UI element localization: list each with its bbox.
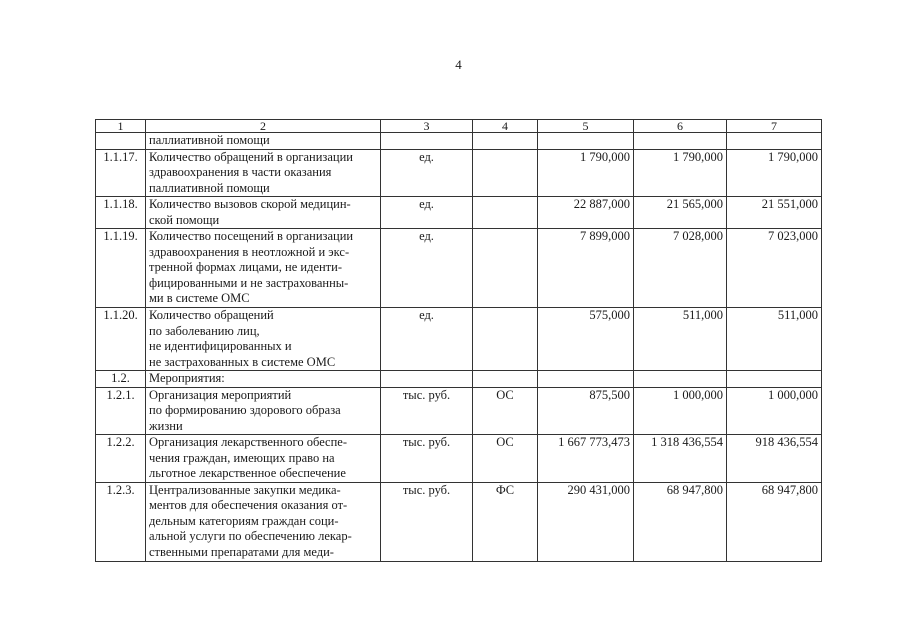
row-description: Организация мероприятий по формированию здорового образа жизни xyxy=(146,387,381,435)
row-source xyxy=(473,229,538,308)
row-source: ОС xyxy=(473,435,538,483)
table-row xyxy=(96,387,822,435)
column-header: 7 xyxy=(727,120,822,133)
column-header: 3 xyxy=(381,120,473,133)
table-cell xyxy=(727,133,822,150)
row-unit: тыс. руб. xyxy=(381,435,473,483)
row-number: 1.2.2. xyxy=(96,435,146,483)
row-unit: ед. xyxy=(381,197,473,229)
row-value-6: 68 947,800 xyxy=(634,482,727,561)
table-cell-num xyxy=(96,133,146,150)
row-number: 1.2. xyxy=(96,371,146,388)
row-number: 1.2.3. xyxy=(96,482,146,561)
row-value-6: 7 028,000 xyxy=(634,229,727,308)
row-value-7 xyxy=(727,371,822,388)
row-value-5: 875,500 xyxy=(538,387,634,435)
row-description: Организация лекарственного обеспе- чения граждан, имеющих право на льготное лекарственное обеспечение xyxy=(146,435,381,483)
row-value-6: 511,000 xyxy=(634,308,727,371)
row-value-6: 21 565,000 xyxy=(634,197,727,229)
row-unit xyxy=(381,371,473,388)
row-source: ФС xyxy=(473,482,538,561)
row-value-5: 7 899,000 xyxy=(538,229,634,308)
continuation-row xyxy=(96,133,822,150)
column-header: 4 xyxy=(473,120,538,133)
row-description: Количество обращений в организации здравоохранения в части оказания паллиативной помощи xyxy=(146,149,381,197)
table-body xyxy=(96,120,822,562)
row-number: 1.1.18. xyxy=(96,197,146,229)
row-source: ОС xyxy=(473,387,538,435)
continuation-text: паллиативной помощи xyxy=(146,133,381,150)
table-cell xyxy=(538,133,634,150)
column-header: 5 xyxy=(538,120,634,133)
row-value-7: 68 947,800 xyxy=(727,482,822,561)
row-value-5: 1 667 773,473 xyxy=(538,435,634,483)
row-value-7: 7 023,000 xyxy=(727,229,822,308)
table-cell xyxy=(473,133,538,150)
row-number: 1.1.20. xyxy=(96,308,146,371)
row-number: 1.2.1. xyxy=(96,387,146,435)
row-source xyxy=(473,308,538,371)
row-value-6 xyxy=(634,371,727,388)
table-row xyxy=(96,435,822,483)
row-unit: тыс. руб. xyxy=(381,482,473,561)
row-description: Количество обращений по заболеванию лиц, не идентифицированных и не застрахованных в системе ОМС xyxy=(146,308,381,371)
table-row xyxy=(96,229,822,308)
row-description: Централизованные закупки медика- ментов для обеспечения оказания от- дельным категориям граждан соци- альной услуги по обеспечению лекар- ственными препаратами для меди- xyxy=(146,482,381,561)
column-header: 1 xyxy=(96,120,146,133)
row-value-7: 1 000,000 xyxy=(727,387,822,435)
row-unit: ед. xyxy=(381,149,473,197)
row-value-7: 21 551,000 xyxy=(727,197,822,229)
page-number: 4 xyxy=(455,57,462,72)
column-header: 6 xyxy=(634,120,727,133)
row-value-5: 575,000 xyxy=(538,308,634,371)
table-row xyxy=(96,308,822,371)
row-description: Количество посещений в организации здравоохранения в неотложной и экс- тренной формах лицами, не иденти- фицированными и не застрахованны- ми в системе ОМС xyxy=(146,229,381,308)
row-value-5: 290 431,000 xyxy=(538,482,634,561)
row-value-6: 1 318 436,554 xyxy=(634,435,727,483)
table-row xyxy=(96,197,822,229)
budget-table xyxy=(95,119,822,562)
row-description: Количество вызовов скорой медицин- ской помощи xyxy=(146,197,381,229)
row-value-7: 918 436,554 xyxy=(727,435,822,483)
table-cell xyxy=(381,133,473,150)
row-description: Мероприятия: xyxy=(146,371,381,388)
row-value-7: 511,000 xyxy=(727,308,822,371)
row-unit: ед. xyxy=(381,229,473,308)
row-value-5: 1 790,000 xyxy=(538,149,634,197)
row-source xyxy=(473,371,538,388)
column-header: 2 xyxy=(146,120,381,133)
table-row xyxy=(96,149,822,197)
table-row xyxy=(96,371,822,388)
row-unit: ед. xyxy=(381,308,473,371)
row-value-6: 1 790,000 xyxy=(634,149,727,197)
row-value-5 xyxy=(538,371,634,388)
table-row xyxy=(96,482,822,561)
row-unit: тыс. руб. xyxy=(381,387,473,435)
row-source xyxy=(473,197,538,229)
row-source xyxy=(473,149,538,197)
table-cell xyxy=(634,133,727,150)
row-value-6: 1 000,000 xyxy=(634,387,727,435)
row-value-7: 1 790,000 xyxy=(727,149,822,197)
row-number: 1.1.17. xyxy=(96,149,146,197)
table-header-row xyxy=(96,120,822,133)
row-value-5: 22 887,000 xyxy=(538,197,634,229)
row-number: 1.1.19. xyxy=(96,229,146,308)
